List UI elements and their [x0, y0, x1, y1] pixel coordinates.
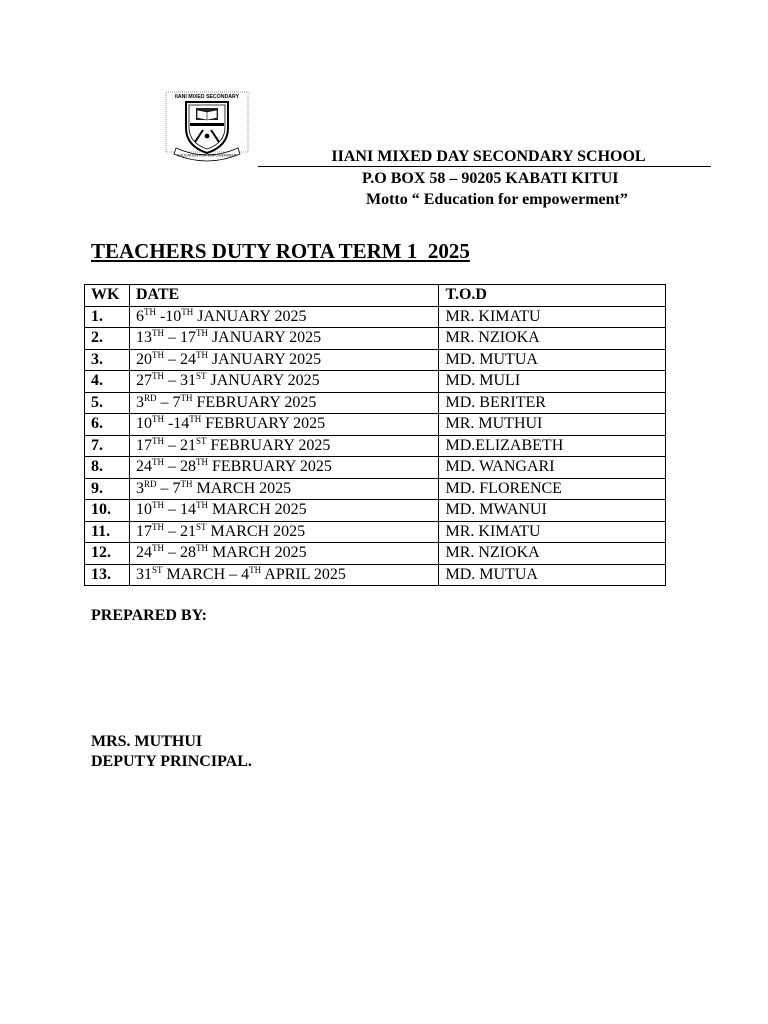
- teacher-on-duty: MR. NZIOKA: [439, 543, 666, 565]
- week-date-range: 10TH -14TH FEBRUARY 2025: [129, 414, 439, 436]
- duty-rota-table: [84, 284, 666, 586]
- week-number: 11.: [85, 521, 130, 543]
- teacher-on-duty: MD.ELIZABETH: [439, 435, 666, 457]
- svg-text:IIANI MIXED SECONDARY: IIANI MIXED SECONDARY: [174, 94, 240, 100]
- week-number: 1.: [85, 306, 130, 328]
- prepared-by-label: PREPARED BY:: [91, 607, 208, 624]
- table-row: [85, 306, 666, 328]
- week-number: 7.: [85, 435, 130, 457]
- school-crest-logo: [162, 90, 252, 164]
- table-row: [85, 500, 666, 522]
- header-teacher-on-duty: T.O.D: [439, 285, 666, 307]
- teacher-on-duty: MD. BERITER: [439, 392, 666, 414]
- week-number: 4.: [85, 371, 130, 393]
- week-number: 12.: [85, 543, 130, 565]
- table-row: [85, 371, 666, 393]
- table-row: [85, 521, 666, 543]
- table-row: [85, 478, 666, 500]
- week-number: 10.: [85, 500, 130, 522]
- svg-text:EDUCATION FOR EMPOWERMENT: EDUCATION FOR EMPOWERMENT: [177, 153, 237, 158]
- week-date-range: 17TH – 21ST MARCH 2025: [129, 521, 439, 543]
- teacher-on-duty: MD. WANGARI: [439, 457, 666, 479]
- week-number: 9.: [85, 478, 130, 500]
- week-date-range: 13TH – 17TH JANUARY 2025: [129, 328, 439, 350]
- table-row: [85, 392, 666, 414]
- week-date-range: 27TH – 31ST JANUARY 2025: [129, 371, 439, 393]
- school-address: P.O BOX 58 – 90205 KABATI KITUI: [362, 170, 619, 187]
- week-date-range: 10TH – 14TH MARCH 2025: [129, 500, 439, 522]
- teacher-on-duty: MD. MULI: [439, 371, 666, 393]
- teacher-on-duty: MR. MUTHUI: [439, 414, 666, 436]
- table-row: [85, 414, 666, 436]
- week-date-range: 3RD – 7TH MARCH 2025: [129, 478, 439, 500]
- week-number: 2.: [85, 328, 130, 350]
- week-number: 3.: [85, 349, 130, 371]
- teacher-on-duty: MR. KIMATU: [439, 521, 666, 543]
- school-name: IIANI MIXED DAY SECONDARY SCHOOL: [258, 148, 711, 167]
- teacher-on-duty: MR. NZIOKA: [439, 328, 666, 350]
- week-number: 8.: [85, 457, 130, 479]
- week-number: 5.: [85, 392, 130, 414]
- table-row: [85, 457, 666, 479]
- teacher-on-duty: MD. MUTUA: [439, 349, 666, 371]
- school-motto: Motto “ Education for empowerment”: [366, 191, 628, 208]
- teacher-on-duty: MD. MWANUI: [439, 500, 666, 522]
- document-title: TEACHERS DUTY ROTA TERM 1 2025: [91, 239, 470, 263]
- week-date-range: 6TH -10TH JANUARY 2025: [129, 306, 439, 328]
- week-date-range: 17TH – 21ST FEBRUARY 2025: [129, 435, 439, 457]
- week-date-range: 24TH – 28TH FEBRUARY 2025: [129, 457, 439, 479]
- teacher-on-duty: MD. MUTUA: [439, 564, 666, 586]
- header-date: DATE: [129, 285, 439, 307]
- header-week: WK: [85, 285, 130, 307]
- week-date-range: 24TH – 28TH MARCH 2025: [129, 543, 439, 565]
- table-row: [85, 564, 666, 586]
- week-number: 6.: [85, 414, 130, 436]
- table-row: [85, 328, 666, 350]
- signatory-name: MRS. MUTHUI: [91, 733, 203, 750]
- table-row: [85, 543, 666, 565]
- teacher-on-duty: MD. FLORENCE: [439, 478, 666, 500]
- table-row: [85, 435, 666, 457]
- week-date-range: 3RD – 7TH FEBRUARY 2025: [129, 392, 439, 414]
- signatory-role: DEPUTY PRINCIPAL.: [91, 753, 252, 770]
- week-date-range: 31ST MARCH – 4TH APRIL 2025: [129, 564, 439, 586]
- table-header-row: [85, 285, 666, 307]
- table-row: [85, 349, 666, 371]
- week-number: 13.: [85, 564, 130, 586]
- week-date-range: 20TH – 24TH JANUARY 2025: [129, 349, 439, 371]
- teacher-on-duty: MR. KIMATU: [439, 306, 666, 328]
